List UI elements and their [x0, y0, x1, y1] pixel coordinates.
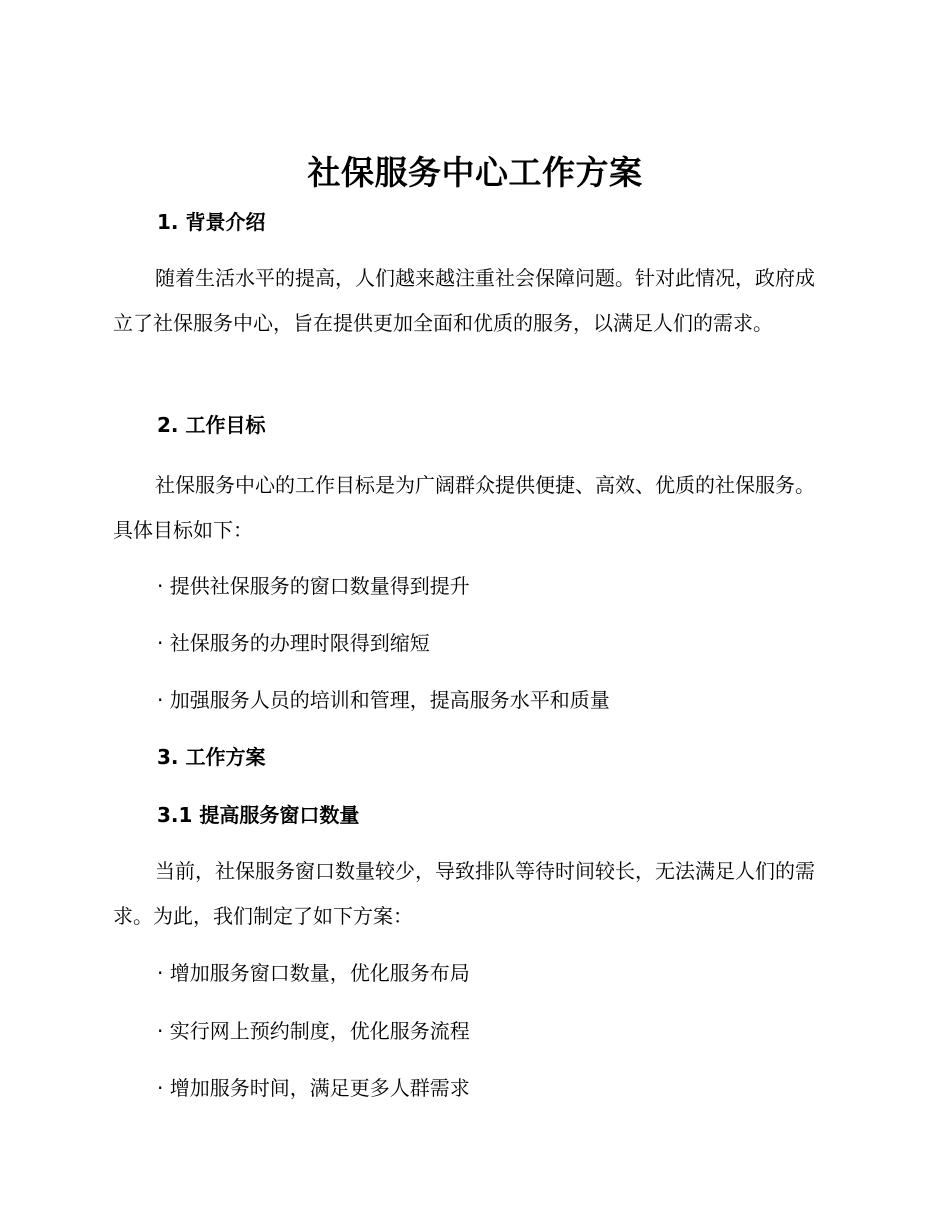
document-title: 社保服务中心工作方案 [307, 153, 643, 192]
bullet-item-plan-3: · 增加服务时间，满足更多人群需求 [157, 1076, 470, 1100]
section-heading-goals: 2. 工作目标 [157, 413, 266, 437]
bullet-item-plan-1: · 增加服务窗口数量，优化服务布局 [157, 961, 470, 985]
section-heading-background: 1. 背景介绍 [157, 210, 266, 234]
bullet-item-plan-2: · 实行网上预约制度，优化服务流程 [157, 1019, 470, 1043]
subsection-heading-windows: 3.1 提高服务窗口数量 [157, 803, 360, 827]
bullet-item-goal-3: · 加强服务人员的培训和管理，提高服务水平和质量 [157, 688, 610, 712]
paragraph-windows: 当前，社保服务窗口数量较少，导致排队等待时间较长，无法满足人们的需求。为此，我们制定了如下方案： [113, 859, 815, 928]
bullet-item-goal-1: · 提供社保服务的窗口数量得到提升 [157, 574, 470, 598]
bullet-item-goal-2: · 社保服务的办理时限得到缩短 [157, 631, 430, 655]
paragraph-goals: 社保服务中心的工作目标是为广阔群众提供便捷、高效、优质的社保服务。具体目标如下： [113, 473, 815, 542]
section-heading-plan: 3. 工作方案 [157, 745, 266, 769]
paragraph-background: 随着生活水平的提高，人们越来越注重社会保障问题。针对此情况，政府成立了社保服务中心，旨在提供更加全面和优质的服务，以满足人们的需求。 [113, 266, 815, 335]
